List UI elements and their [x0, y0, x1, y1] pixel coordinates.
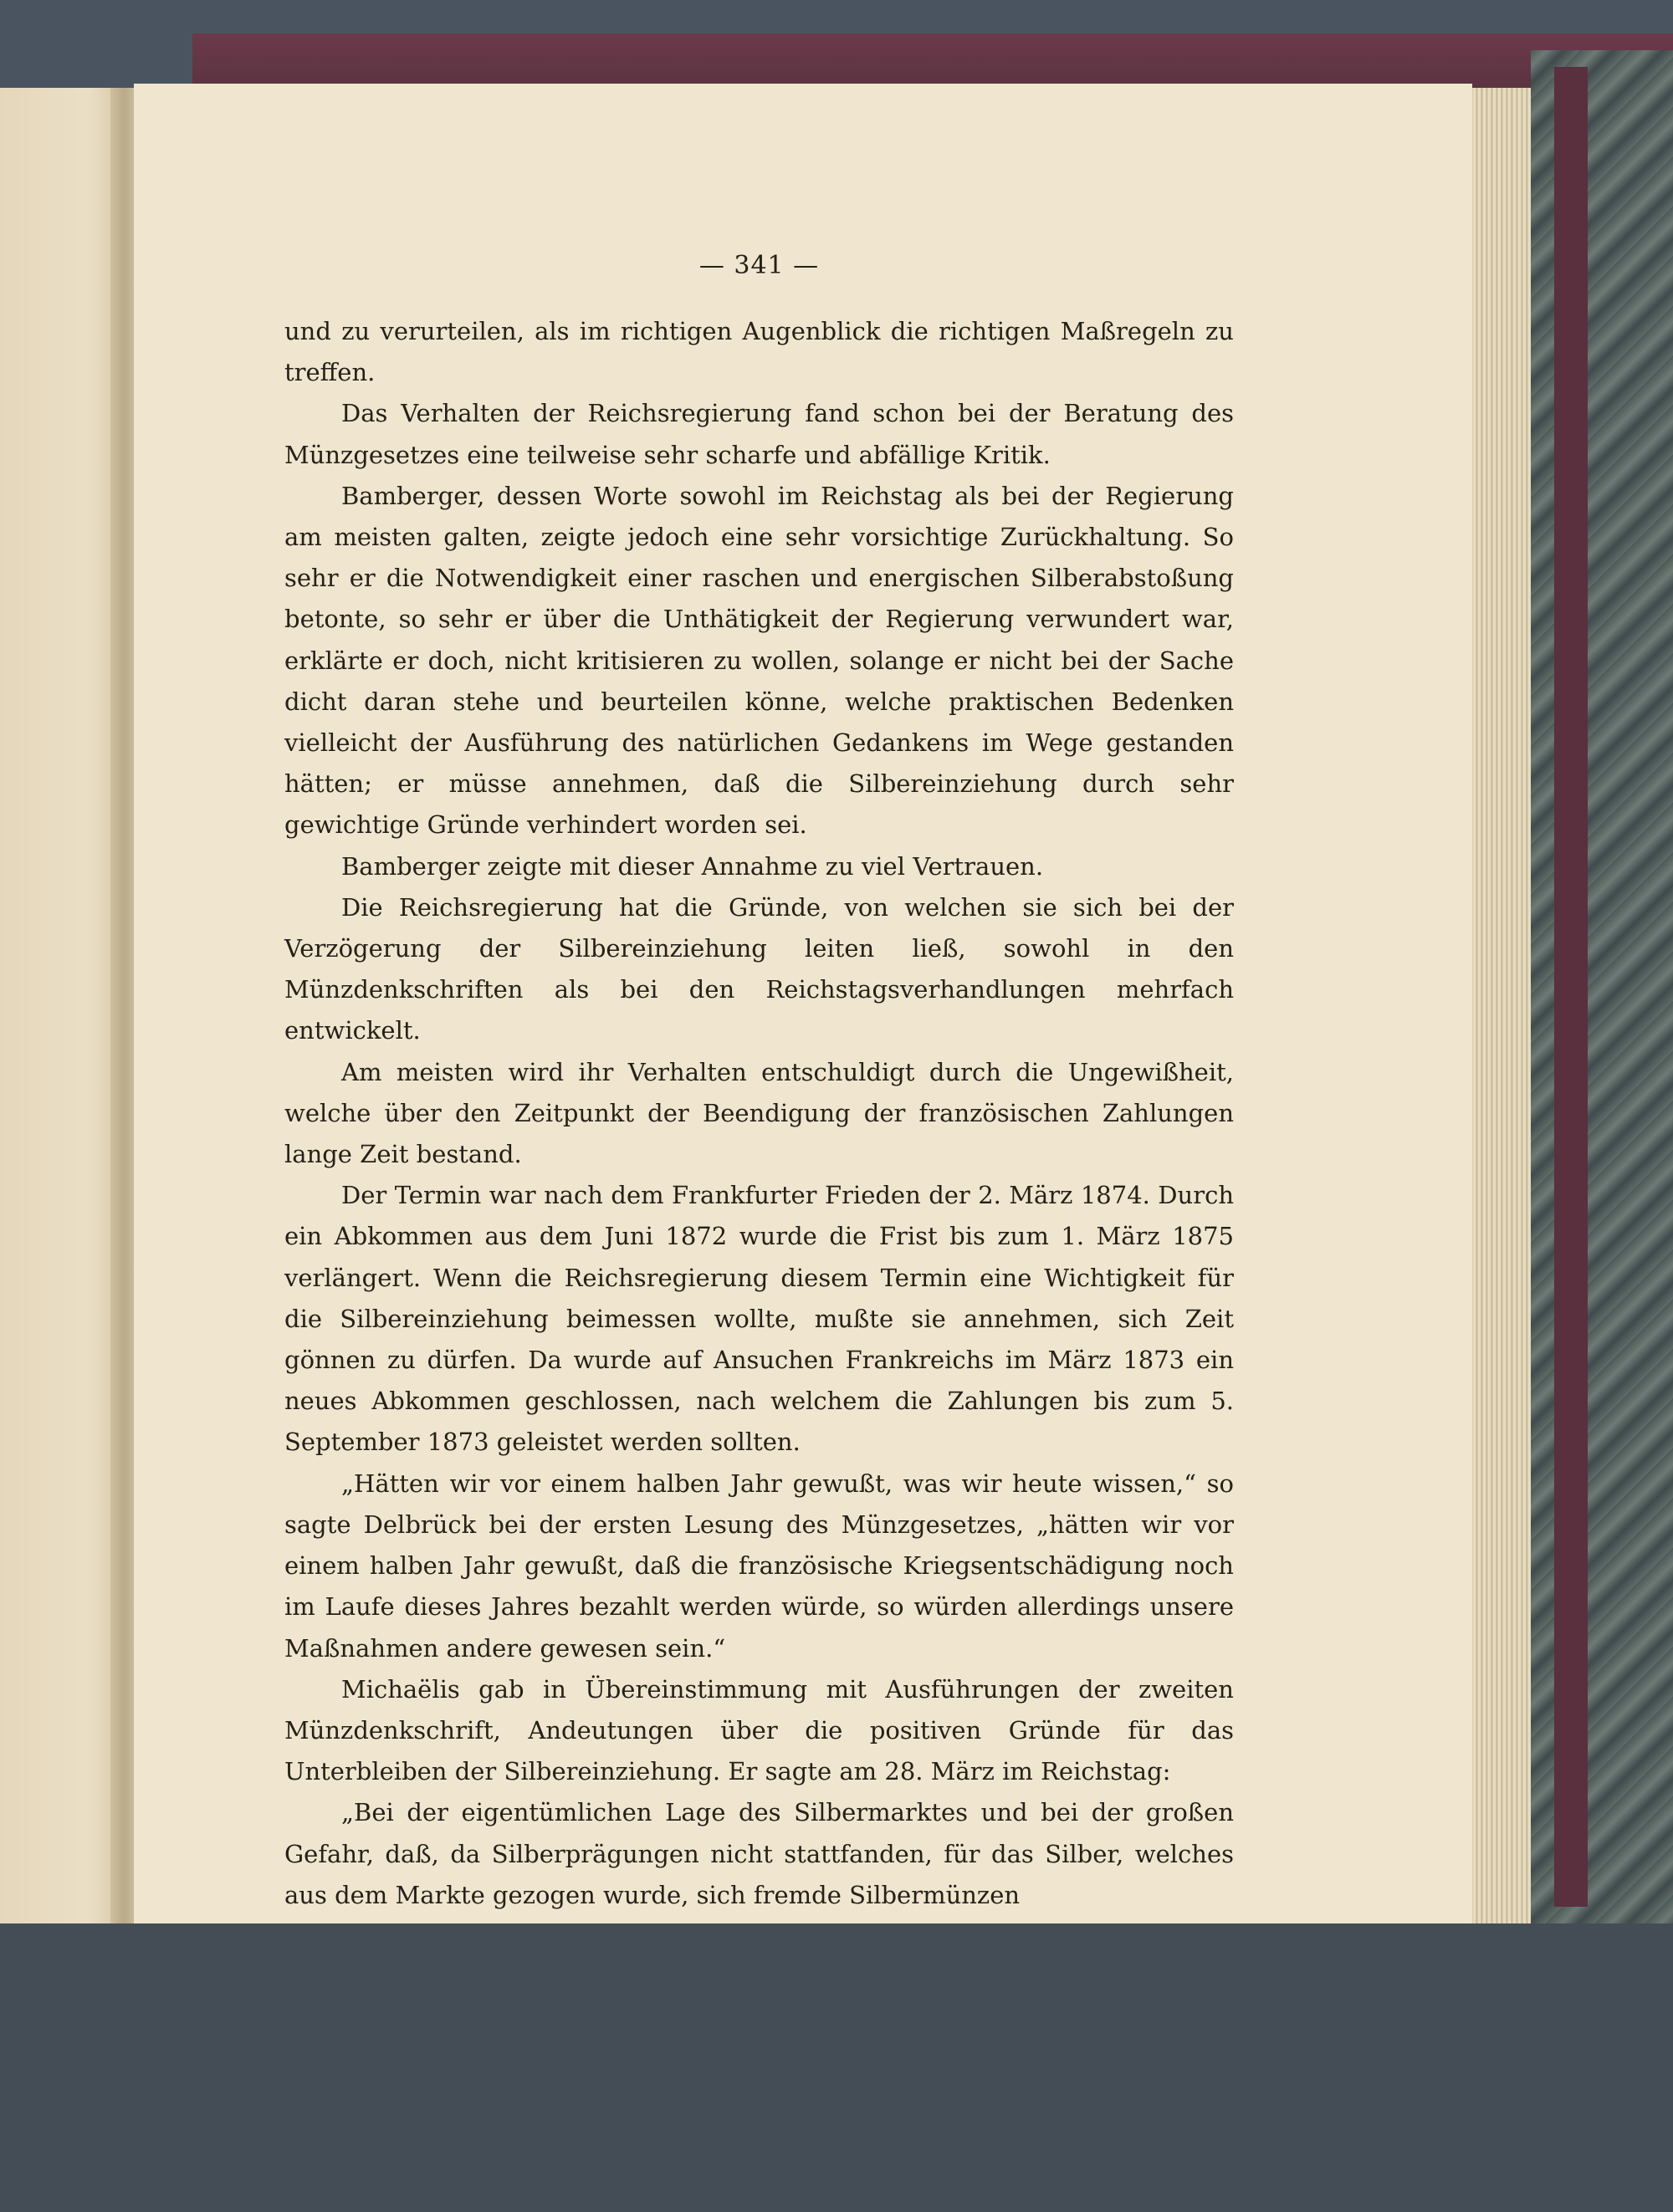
book-spine-strip: [1554, 67, 1588, 1907]
paragraph: Michaëlis gab in Übereinstimmung mit Ausführungen der zweiten Münzdenkschrift, Andeutungen über die positiven Gründe für das Unterbleiben der Silbereinziehung. Er sagte am 28. März im Reichstag:: [284, 1674, 1234, 1786]
paragraph: Das Verhalten der Reichsregierung fand schon bei der Beratung des Münzgesetzes eine teilweise sehr scharfe und abfällige Kritik.: [284, 399, 1234, 469]
book-cover-marbled-edge: [1531, 50, 1673, 1940]
body-text: [284, 311, 1234, 1916]
scan-background: [0, 1923, 1673, 2212]
page-number: — 341 —: [698, 251, 820, 280]
paragraph: Die Reichsregierung hat die Gründe, von welchen sie sich bei der Verzögerung der Silbereinziehung leiten ließ, sowohl in den Münzdenkschriften als bei den Reichstagsverhandlungen mehrfach entwickelt.: [284, 892, 1234, 1045]
paragraph: „Hätten wir vor einem halben Jahr gewußt, was wir heute wissen,“ so sagte Delbrück bei der ersten Lesung des Münzgesetzes, „hätten wir vor einem halben Jahr gewußt, daß die französische Kriegsentschädigung noch im Laufe dieses Jahres bezahlt werden würde, so würden allerdings unsere Maßnahmen andere gewesen sein.“: [284, 1469, 1234, 1663]
left-page-edge: [0, 88, 125, 1923]
paragraph: und zu verurteilen, als im richtigen Augenblick die richtigen Maßregeln zu treffen.: [284, 317, 1234, 387]
paragraph: Der Termin war nach dem Frankfurter Frieden der 2. März 1874. Durch ein Abkommen aus dem Juni 1872 wurde die Frist bis zum 1. März 1875 verlängert. Wenn die Reichsregierung diesem Termin eine Wichtigkeit für die Silbereinziehung beimessen wollte, mußte sie annehmen, sich Zeit gönnen zu dürfen. Da wurde auf Ansuchen Frankreichs im März 1873 ein neues Abkommen geschlossen, nach welchem die Zahlungen bis zum 5. September 1873 geleistet werden sollten.: [284, 1181, 1234, 1457]
paragraph: Bamberger zeigte mit dieser Annahme zu viel Vertrauen.: [341, 851, 1044, 881]
quotation-paragraph: „Bei der eigentümlichen Lage des Silbermarktes und bei der großen Gefahr, daß, da Silberprägungen nicht stattfanden, für das Silber, welches aus dem Markte gezogen wurde, sich fremde Silbermünzen: [284, 1798, 1234, 1909]
page-stack-edges: [1468, 88, 1531, 1923]
paragraph: Bamberger, dessen Worte sowohl im Reichstag als bei der Regierung am meisten galten, zeigte jedoch eine sehr vorsichtige Zurückhaltung. So sehr er die Notwendigkeit einer raschen und energischen Silberabstoßung betonte, so sehr er über die Unthätigkeit der Regierung verwundert war, erklärte er doch, nicht kritisieren zu wollen, solange er nicht bei der Sache dicht daran stehe und beurteilen könne, welche praktischen Bedenken vielleicht der Ausführung des natürlichen Gedankens im Wege gestanden hätten; er müsse annehmen, daß die Silbereinziehung durch sehr gewichtige Gründe verhindert worden sei.: [284, 481, 1234, 840]
paragraph: Am meisten wird ihr Verhalten entschuldigt durch die Ungewißheit, welche über den Zeitpunkt der Beendigung der französischen Zahlungen lange Zeit bestand.: [284, 1057, 1234, 1169]
